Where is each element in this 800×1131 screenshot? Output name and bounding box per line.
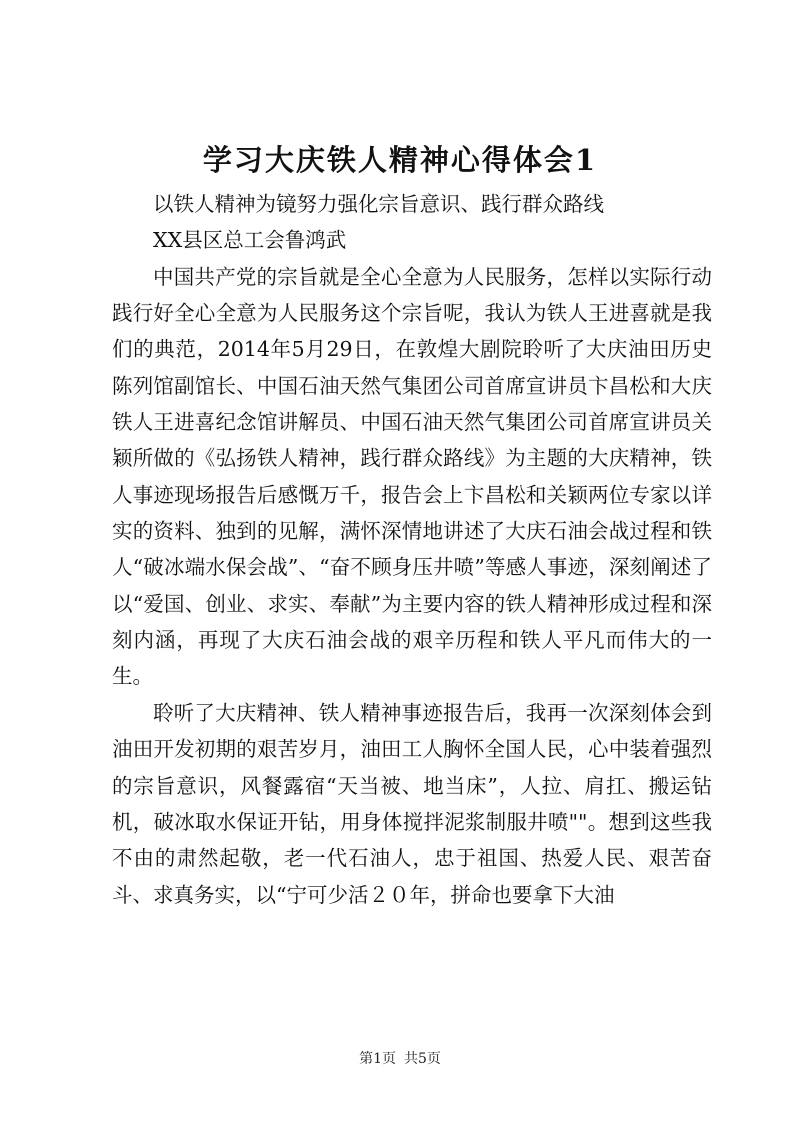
document-body [112,186,712,913]
page-number: 第1页 [359,1051,396,1067]
paragraph-1: 中国共产党的宗旨就是全心全意为人民服务，怎样以实际行动践行好全心全意为人民服务这个宗旨呢，我认为铁人王进喜就是我们的典范，2014年5月29日，在敦煌大剧院聆听了大庆油田历史陈列馆副馆长、中国石油天然气集团公司首席宣讲员卞昌松和大庆铁人王进喜纪念馆讲解员、中国石油天然气集团公司首席宣讲员关颖所做的《弘扬铁人精神，践行群众路线》为主题的大庆精神，铁人事迹现场报告后感慨万千，报告会上卞昌松和关颖两位专家以详实的资料、独到的见解，满怀深情地讲述了大庆石油会战过程和铁人“破冰端水保会战”、“奋不顾身压井喷”等感人事迹，深刻阐述了以“爱国、创业、求实、奉献”为主要内容的铁人精神形成过程和深刻内涵，再现了大庆石油会战的艰辛历程和铁人平凡而伟大的一生。 [112,264,712,689]
subtitle-line: 以铁人精神为镜努力强化宗旨意识、践行群众路线 [153,192,604,216]
page-total: 共5页 [404,1051,441,1067]
paragraph-2: 聆听了大庆精神、铁人精神事迹报告后，我再一次深刻体会到油田开发初期的艰苦岁月，油田工人胸怀全国人民，心中装着强烈的宗旨意识，风餐露宿“天当被、地当床”，人拉、肩扛、搬运钻机，破冰取水保证开钻，用身体搅拌泥浆制服井喷""。想到这些我不由的肃然起敬，老一代石油人，忠于祖国、热爱人民、艰苦奋斗、求真务实，以“宁可少活２０年，拼命也要拿下大油 [112,700,712,907]
page-footer [0,1048,800,1068]
author-line: XX县区总工会鲁鸿武 [153,228,347,253]
page-title: 学习大庆铁人精神心得体会1 [202,143,598,177]
